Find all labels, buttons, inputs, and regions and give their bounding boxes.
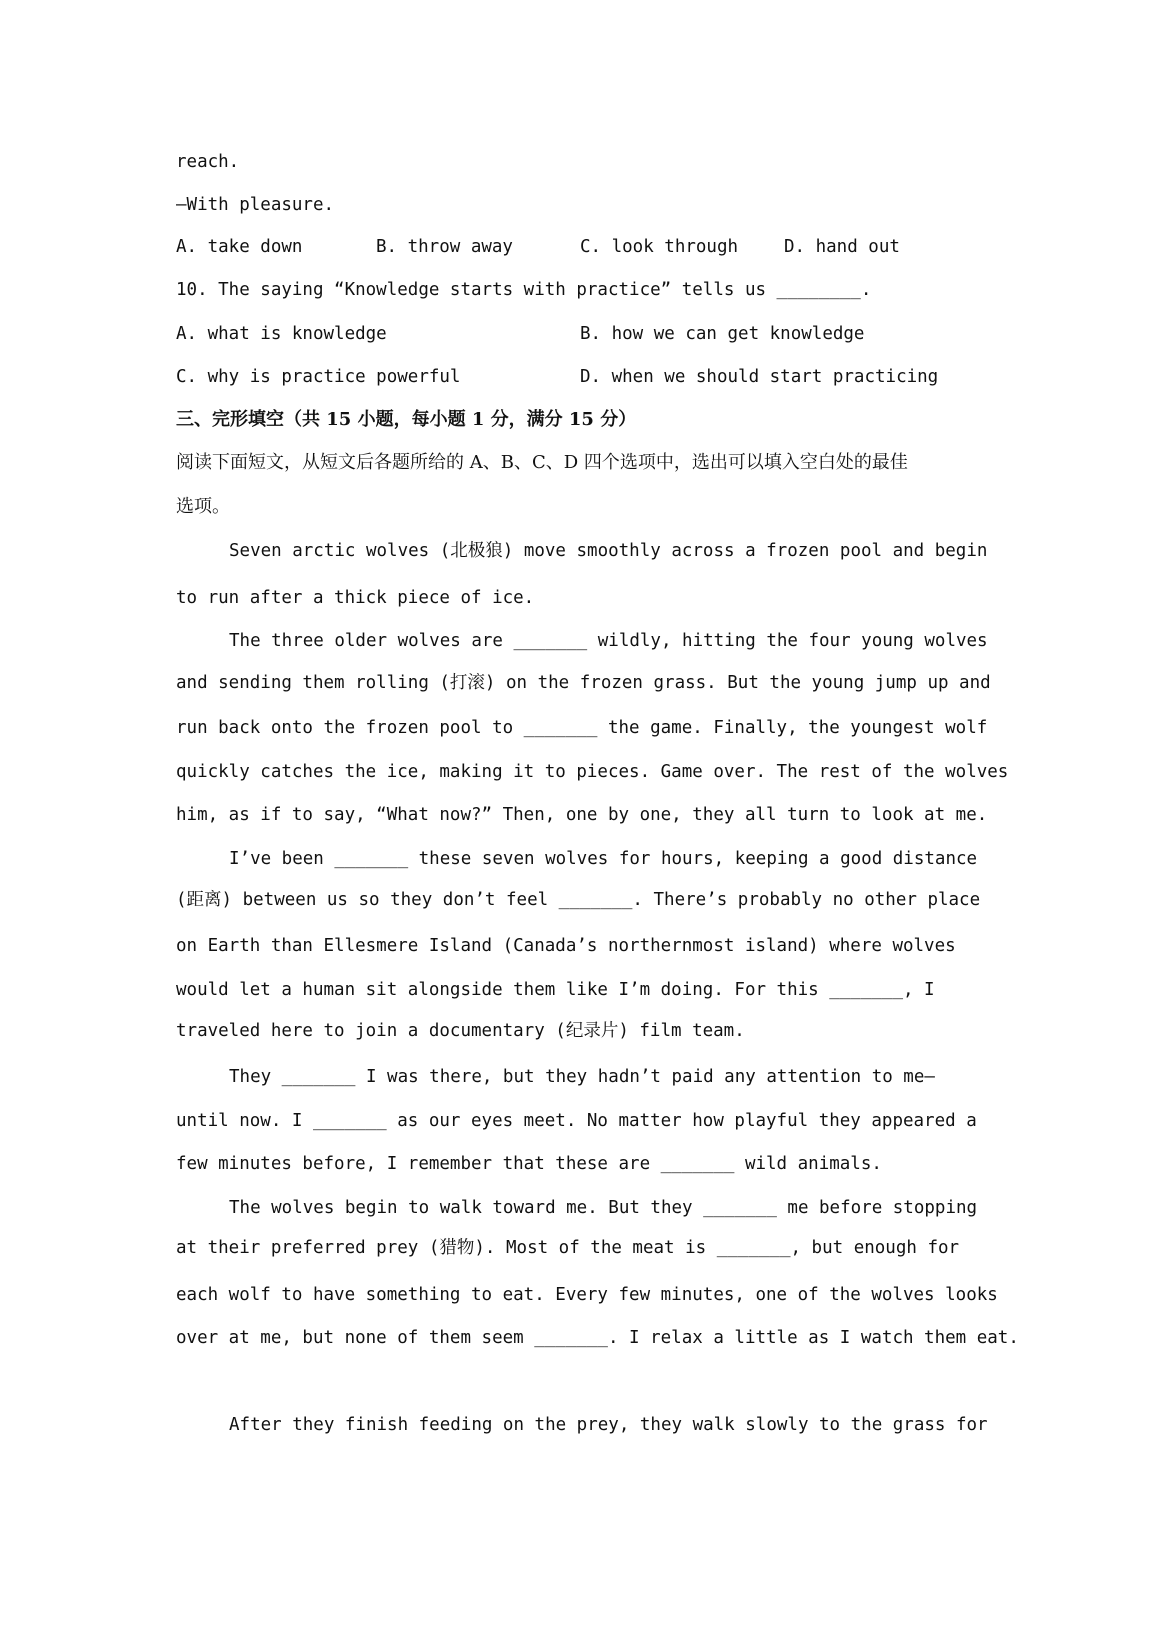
q9-option-a: A. take down [176, 237, 303, 257]
passage-line: on Earth than Ellesmere Island (Canada’s northernmost island) where wolves [176, 936, 956, 956]
q10-stem: 10. The saying “Knowledge starts with practice” tells us ________. [176, 280, 872, 300]
passage-line: at their preferred prey (猎物). Most of the meat is _______, but enough for [176, 1238, 960, 1258]
passage-line: They _______ I was there, but they hadn’t paid any attention to me— [229, 1067, 935, 1087]
q9-option-c: C. look through [580, 237, 739, 257]
q9-option-b: B. throw away [376, 237, 513, 257]
passage-line: The three older wolves are _______ wildly, hitting the four young wolves [229, 631, 988, 651]
section-instruction-line-2: 选项。 [176, 496, 230, 517]
section-heading: 三、完形填空（共 15 小题，每小题 1 分，满分 15 分） [176, 409, 637, 430]
passage-line: I’ve been _______ these seven wolves for hours, keeping a good distance [229, 849, 978, 869]
passage-line: over at me, but none of them seem _______. I relax a little as I watch them eat. [176, 1328, 1019, 1348]
q9-reply: —With pleasure. [176, 195, 335, 215]
passage-line: to run after a thick piece of ice. [176, 588, 535, 608]
passage-line: quickly catches the ice, making it to pieces. Game over. The rest of the wolves [176, 762, 1009, 782]
passage-line: and sending them rolling (打滚) on the frozen grass. But the young jump up and [176, 673, 991, 693]
q9-stem-end: reach. [176, 152, 240, 172]
passage-line: him, as if to say, “What now?” Then, one by one, they all turn to look at me. [176, 805, 988, 825]
passage-line: Seven arctic wolves (北极狼) move smoothly across a frozen pool and begin [229, 541, 988, 561]
passage-line: traveled here to join a documentary (纪录片) film team. [176, 1021, 745, 1041]
passage-line: until now. I _______ as our eyes meet. No matter how playful they appeared a [176, 1111, 977, 1131]
passage-line: (距离) between us so they don’t feel _______. There’s probably no other place [176, 890, 981, 910]
passage-line: The wolves begin to walk toward me. But they _______ me before stopping [229, 1198, 978, 1218]
section-instruction-line-1: 阅读下面短文，从短文后各题所给的 A、B、C、D 四个选项中，选出可以填入空白处的最佳 [176, 452, 908, 473]
passage-line: few minutes before, I remember that these are _______ wild animals. [176, 1154, 882, 1174]
q9-option-d: D. hand out [784, 237, 900, 257]
q10-option-b: B. how we can get knowledge [580, 324, 865, 344]
q10-option-a: A. what is knowledge [176, 324, 387, 344]
q10-option-d: D. when we should start practicing [580, 367, 939, 387]
passage-line: run back onto the frozen pool to _______ the game. Finally, the youngest wolf [176, 718, 988, 738]
passage-line: each wolf to have something to eat. Every few minutes, one of the wolves looks [176, 1285, 998, 1305]
q10-option-c: C. why is practice powerful [176, 367, 461, 387]
passage-line: would let a human sit alongside them like I’m doing. For this _______, I [176, 980, 935, 1000]
passage-line: After they finish feeding on the prey, they walk slowly to the grass for [229, 1415, 988, 1435]
